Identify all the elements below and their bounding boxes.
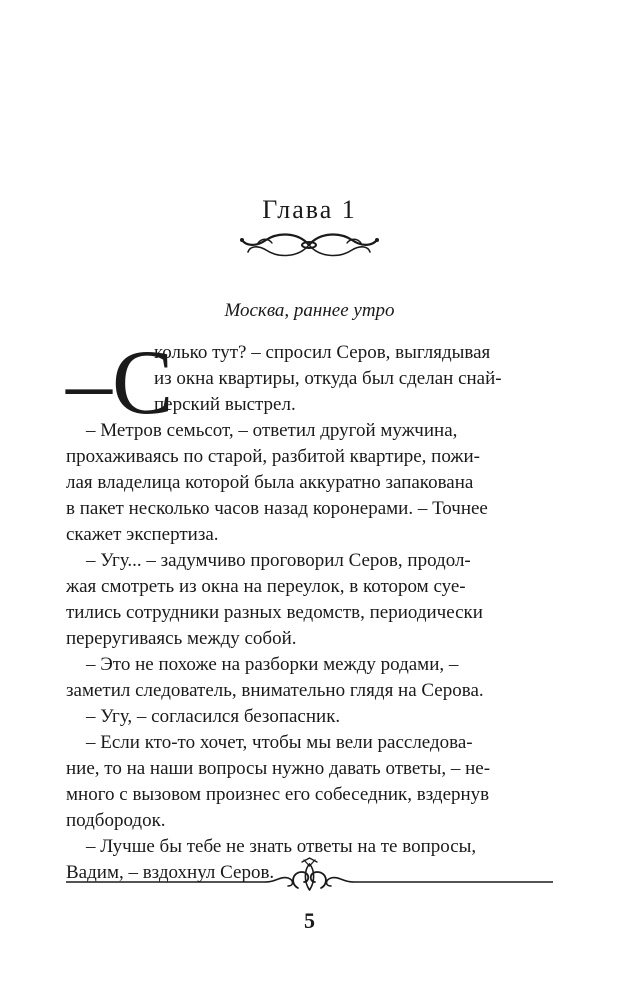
text-line: из окна квартиры, откуда был сделан снай- (154, 368, 502, 389)
text-line: жая смотреть из окна на переулок, в котором суе- (66, 576, 466, 597)
text-line: – Лучше бы тебе не знать ответы на те вопросы, (86, 836, 477, 857)
page-number: 5 (304, 908, 315, 933)
text-line: Вадим, – вздохнул Серов. (66, 862, 275, 883)
text-line: колько тут? – спросил Серов, выглядывая (154, 342, 491, 363)
text-line: заметил следователь, внимательно глядя на Серова. (66, 680, 484, 701)
text-line: скажет экспертиза. (66, 524, 219, 545)
text-line: – Это не похоже на разборки между родами, – (86, 654, 459, 675)
chapter-title: Глава 1 (262, 195, 357, 225)
location-subtitle: Москва, раннее утро (224, 300, 395, 321)
text-line: – Метров семьсот, – ответил другой мужчина, (86, 420, 458, 441)
text-line: переругиваясь между собой. (66, 628, 297, 649)
text-line: перский выстрел. (154, 394, 296, 415)
text-line: в пакет несколько часов назад коронерами. – Точнее (66, 498, 488, 519)
chapter-ornament-icon (238, 226, 381, 264)
text-line: – Угу... – задумчиво проговорил Серов, продол- (86, 550, 471, 571)
text-line: много с вызовом произнес его собеседник, вздернув (66, 784, 490, 805)
drop-cap: –С (66, 331, 174, 433)
footer-ornament-icon (66, 856, 553, 902)
text-line: тились сотрудники разных ведомств, периодически (66, 602, 483, 623)
text-line: прохаживаясь по старой, разбитой квартире, пожи- (66, 446, 481, 467)
text-line: – Угу, – согласился безопасник. (86, 706, 341, 727)
text-line: лая владелица которой была аккуратно запакована (66, 472, 474, 493)
text-line: ние, то на наши вопросы нужно давать ответы, – не- (66, 758, 491, 779)
text-line: подбородок. (66, 810, 166, 831)
text-line: – Если кто-то хочет, чтобы мы вели расследова- (86, 732, 473, 753)
